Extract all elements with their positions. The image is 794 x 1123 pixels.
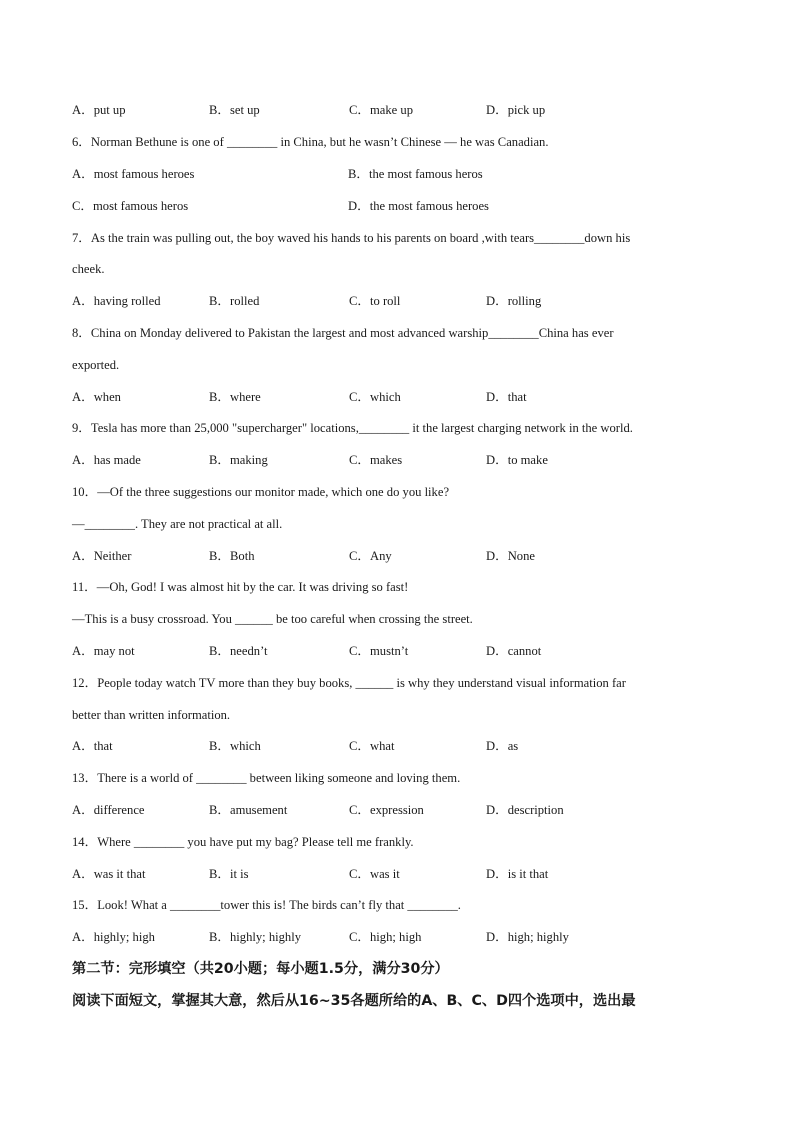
q11-stem-line1: 11．—Oh, God! I was almost hit by the car. It was driving so fast!	[72, 580, 409, 594]
option-c: C．which	[349, 390, 401, 404]
option-b: B．it is	[209, 867, 249, 881]
option-c: C．make up	[349, 103, 414, 117]
q11-options	[72, 642, 732, 660]
q14-stem: 14．Where ________ you have put my bag? Please tell me frankly.	[72, 835, 414, 849]
option-b: B．amusement	[209, 803, 288, 817]
section-instruction: 阅读下面短文，掌握其大意，然后从16~35各题所给的A、B、C、D四个选项中，选出最	[72, 993, 636, 1009]
q10-options	[72, 547, 732, 565]
q10-stem-line1: 10．—Of the three suggestions our monitor made, which one do you like?	[72, 485, 450, 499]
option-c: C．mustn’t	[349, 644, 409, 658]
q12-stem-line2: better than written information.	[72, 708, 231, 722]
option-b: B．Both	[209, 549, 255, 563]
option-a: A．may not	[72, 644, 135, 658]
option-d: D．cannot	[486, 644, 542, 658]
q8-stem-line1: 8．China on Monday delivered to Pakistan the largest and most advanced warship________China has ever	[72, 326, 614, 340]
option-a: A．highly; high	[72, 930, 155, 944]
option-c: C．what	[349, 739, 395, 753]
q13-stem: 13．There is a world of ________ between liking someone and loving them.	[72, 771, 461, 785]
option-b: B．the most famous heros	[348, 167, 483, 181]
option-d: D．that	[486, 390, 527, 404]
option-b: B．which	[209, 739, 261, 753]
q5-options	[72, 101, 732, 119]
option-c: C．expression	[349, 803, 424, 817]
option-b: B．rolled	[209, 294, 260, 308]
option-d: D．to make	[486, 453, 548, 467]
q8-options	[72, 388, 732, 406]
q15-options	[72, 928, 732, 946]
option-a: A．when	[72, 390, 121, 404]
option-b: B．needn’t	[209, 644, 268, 658]
option-a: A．was it that	[72, 867, 146, 881]
q15-stem: 15．Look! What a ________tower this is! The birds can’t fly that ________.	[72, 898, 461, 912]
q11-stem-line2: —This is a busy crossroad. You ______ be too careful when crossing the street.	[72, 612, 473, 626]
option-b: B．making	[209, 453, 268, 467]
q6-stem: 6．Norman Bethune is one of ________ in China, but he wasn’t Chinese — he was Canadian.	[72, 135, 549, 149]
option-b: B．where	[209, 390, 261, 404]
option-d: D．description	[486, 803, 564, 817]
option-a: A．put up	[72, 103, 126, 117]
option-c: C．Any	[349, 549, 392, 563]
q14-options	[72, 865, 732, 883]
q9-stem: 9．Tesla has more than 25,000 "supercharger" locations,________ it the largest charging network in the world.	[72, 421, 633, 435]
option-c: C．was it	[349, 867, 400, 881]
option-c: C．high; high	[349, 930, 422, 944]
q12-options	[72, 737, 732, 755]
option-a: A．difference	[72, 803, 145, 817]
q6-options-row2	[72, 197, 732, 215]
q7-stem-line1: 7．As the train was pulling out, the boy waved his hands to his parents on board ,with tears________down his	[72, 231, 631, 245]
q7-options	[72, 292, 732, 310]
option-a: A．has made	[72, 453, 141, 467]
option-d: D．None	[486, 549, 535, 563]
q13-options	[72, 801, 732, 819]
option-d: D．the most famous heroes	[348, 199, 489, 213]
section-title: 第二节：完形填空（共20小题；每小题1.5分，满分30分）	[72, 961, 449, 977]
option-c: C．most famous heros	[72, 199, 189, 213]
q9-options	[72, 451, 732, 469]
option-c: C．to roll	[349, 294, 401, 308]
q8-stem-line2: exported.	[72, 358, 120, 372]
option-b: B．set up	[209, 103, 260, 117]
option-a: A．Neither	[72, 549, 132, 563]
option-a: A．most famous heroes	[72, 167, 195, 181]
q10-stem-line2: —________. They are not practical at all.	[72, 517, 283, 531]
option-c: C．makes	[349, 453, 403, 467]
option-d: D．is it that	[486, 867, 549, 881]
q6-options-row1	[72, 165, 732, 183]
option-b: B．highly; highly	[209, 930, 302, 944]
option-d: D．pick up	[486, 103, 546, 117]
q12-stem-line1: 12．People today watch TV more than they buy books, ______ is why they understand visual information far	[72, 676, 626, 690]
option-a: A．that	[72, 739, 113, 753]
option-d: D．rolling	[486, 294, 542, 308]
option-d: D．as	[486, 739, 519, 753]
option-a: A．having rolled	[72, 294, 161, 308]
option-d: D．high; highly	[486, 930, 569, 944]
q7-stem-line2: cheek.	[72, 262, 105, 276]
